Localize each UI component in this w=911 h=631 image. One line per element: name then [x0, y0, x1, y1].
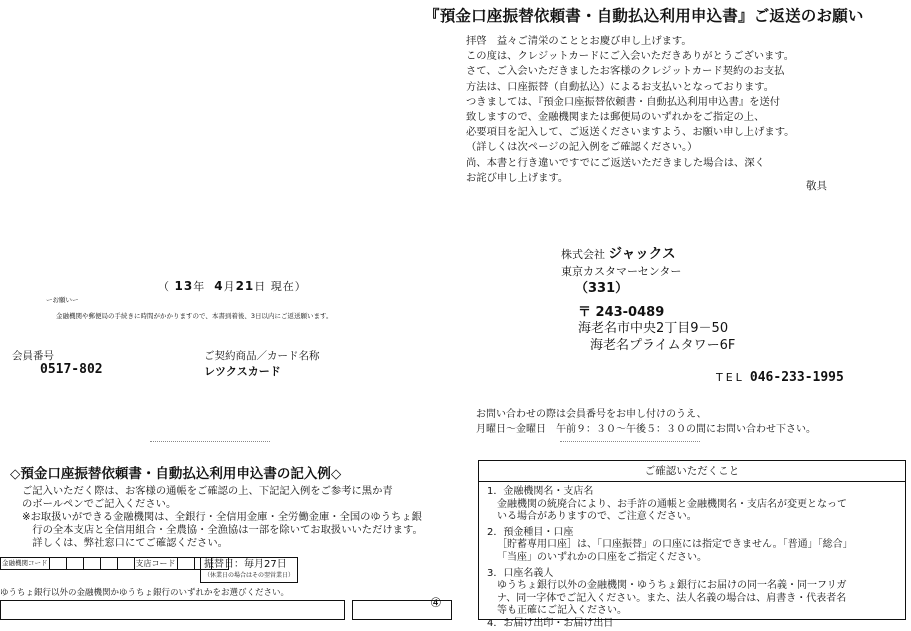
confirm-item-line: ゆうちょ銀行以外の金融機関・ゆうちょ銀行にお届けの同一名義・同一フリガ — [497, 580, 847, 592]
bank-code-label: 金融機関コード — [1, 558, 50, 570]
date-suffix: 現在） — [270, 280, 307, 293]
closing-word: 敬具 — [806, 180, 827, 192]
letter-line: この度は、クレジットカードにご入会いただきありがとうございます。 — [466, 50, 795, 63]
customer-center: 東京カスタマーセンター — [561, 265, 682, 278]
transfer-day: 振替日：毎月27日 — [204, 559, 287, 570]
member-number-label: 会員番号 — [12, 350, 54, 362]
code-cell — [83, 558, 100, 570]
code-cell — [117, 558, 134, 570]
date-day-unit: 日 — [254, 280, 267, 293]
notice-text: 金融機関や郵便局の手続きに時間がかかりますので、本書到着後、3日以内にご返送願います。 — [56, 312, 333, 320]
issue-date — [158, 278, 307, 294]
letter-line: （詳しくは次ページの記入例をご確認ください。） — [466, 141, 698, 154]
confirm-item-head: 2．預金種目・口座 — [487, 526, 574, 538]
letter-line: さて、ご入会いただきましたお客様のクレジットカード契約のお支払 — [466, 65, 785, 78]
member-number-value: 0517-802 — [40, 362, 103, 377]
product-value: レツクスカード — [204, 365, 281, 378]
confirm-list — [479, 482, 905, 631]
letter-line: お詫び申し上げます。 — [466, 171, 569, 184]
company-prefix: 株式会社 — [561, 248, 605, 261]
example-line: 詳しくは、弊社窓口にてご確認ください。 — [22, 537, 228, 549]
example-line: 行の全本支店と全信用組合・全農協・全漁協は一部を除いてお取扱いいただけます。 — [22, 524, 423, 536]
confirm-item-line: いる場合がありますので、ご注意ください。 — [497, 511, 697, 523]
example-line: のボールペンでご記入ください。 — [22, 498, 177, 510]
code-cell — [66, 558, 83, 570]
confirm-box — [478, 460, 906, 629]
code-cell — [177, 558, 194, 570]
product-label: ご契約商品／カード名称 — [204, 350, 320, 362]
company-block — [561, 246, 681, 297]
branch-code-label: 支店コード — [135, 559, 176, 568]
example-instructions — [22, 485, 423, 550]
transfer-day-box — [200, 557, 298, 583]
inquiry-line: 月曜日～金曜日 午前９：３０～午後５：３０の間にお問い合わせ下さい。 — [476, 424, 816, 435]
letter-line: 尚、本書と行き違いですでにご返送いただきました場合は、深く — [466, 156, 765, 169]
confirm-item-line: ナ、同一字体でご記入ください。また、法人名義の場合は、肩書き・代表者名 — [497, 592, 847, 604]
circled-number: ④ — [430, 596, 442, 611]
greeting-letter — [466, 34, 794, 186]
date-year: 13 — [174, 279, 194, 293]
code-cell — [49, 558, 66, 570]
form-row — [0, 600, 345, 620]
address-line-1: 海老名市中央2丁目9－50 — [578, 321, 729, 336]
letter-line: つきましては、『預金口座振替依頼書・自動払込利用申込書』を送付 — [466, 95, 781, 108]
letter-line: 方法は、口座振替（自動払込）によるお支払いとなっております。 — [466, 80, 775, 93]
inquiry-line: お問い合わせの際は会員番号をお申し付けのうえ、 — [476, 409, 707, 420]
example-title: ◇預金口座振替依頼書・自動払込利用申込書の記入例◇ — [10, 466, 342, 482]
document-title: 『預金口座振替依頼書・自動払込利用申込書』ご返送のお願い — [424, 7, 864, 25]
letter-line: 致しますので、金融機関または郵便局のいずれかをご指定の上、 — [466, 111, 765, 124]
telephone — [716, 366, 844, 385]
bottom-note: ゆうちょ銀行以外の金融機関かゆうちょ銀行のいずれかをお選びください。 — [0, 588, 290, 598]
confirm-item-head: 1．金融機関名・支店名 — [487, 486, 594, 497]
tel-number: 046-233-1995 — [749, 370, 844, 385]
date-month-unit: 月 — [223, 280, 236, 293]
letter-line: 必要項目を記入して、ご返送くださいますよう、お願い申し上げます。 — [466, 126, 795, 139]
example-line: ご記入いただく際は、お客様の通帳をご確認の上、下記記入例をご参考に黒か青 — [22, 485, 393, 497]
confirm-title: ご確認いただくこと — [479, 461, 905, 482]
date-year-unit: 年 — [193, 280, 206, 293]
notice-heading: ーお願いー — [46, 296, 79, 304]
address-line-2: 海老名プライムタワー6F — [590, 338, 736, 353]
company-address — [578, 320, 735, 354]
confirm-item-line: 金融機関の統廃合により、お手許の通帳と金融機関名・支店名が変更となって — [497, 498, 847, 510]
code-form — [0, 557, 229, 570]
confirm-item-line: 等も正確にご記入ください。 — [497, 605, 627, 617]
postal-code: 〒 243-0489 — [578, 305, 665, 320]
company-name: ジャックス — [608, 246, 676, 262]
confirm-item-line: 「当座」のいずれかの口座をご指定ください。 — [497, 551, 707, 563]
transfer-day-note: （休業日の場合はその翌営業日） — [204, 572, 295, 579]
code-cell — [100, 558, 117, 570]
date-month: 4 — [214, 279, 224, 293]
confirm-item-line: ［貯蓄専用口座］は、「口座振替」の口座には指定できません。「普通」「総合」 — [497, 539, 853, 551]
form-row — [352, 600, 452, 620]
dotted-divider — [150, 441, 270, 442]
tel-label: TEL — [716, 371, 745, 384]
letter-line: 拝啓 益々ご清栄のこととお慶び申し上げます。 — [466, 35, 692, 47]
example-line: ※お取扱いができる金融機関は、全銀行・全信用金庫・全労働金庫・全国のゆうちょ銀 — [22, 511, 422, 523]
inquiry-note — [476, 407, 816, 437]
date-day: 21 — [235, 279, 255, 293]
confirm-item-head: 3．口座名義人 — [487, 567, 554, 579]
center-code: （331） — [575, 281, 629, 296]
confirm-item-head: 4．お届け出印・お届け出日 — [487, 617, 614, 629]
dotted-divider — [560, 441, 700, 442]
date-open: （ — [158, 280, 170, 293]
